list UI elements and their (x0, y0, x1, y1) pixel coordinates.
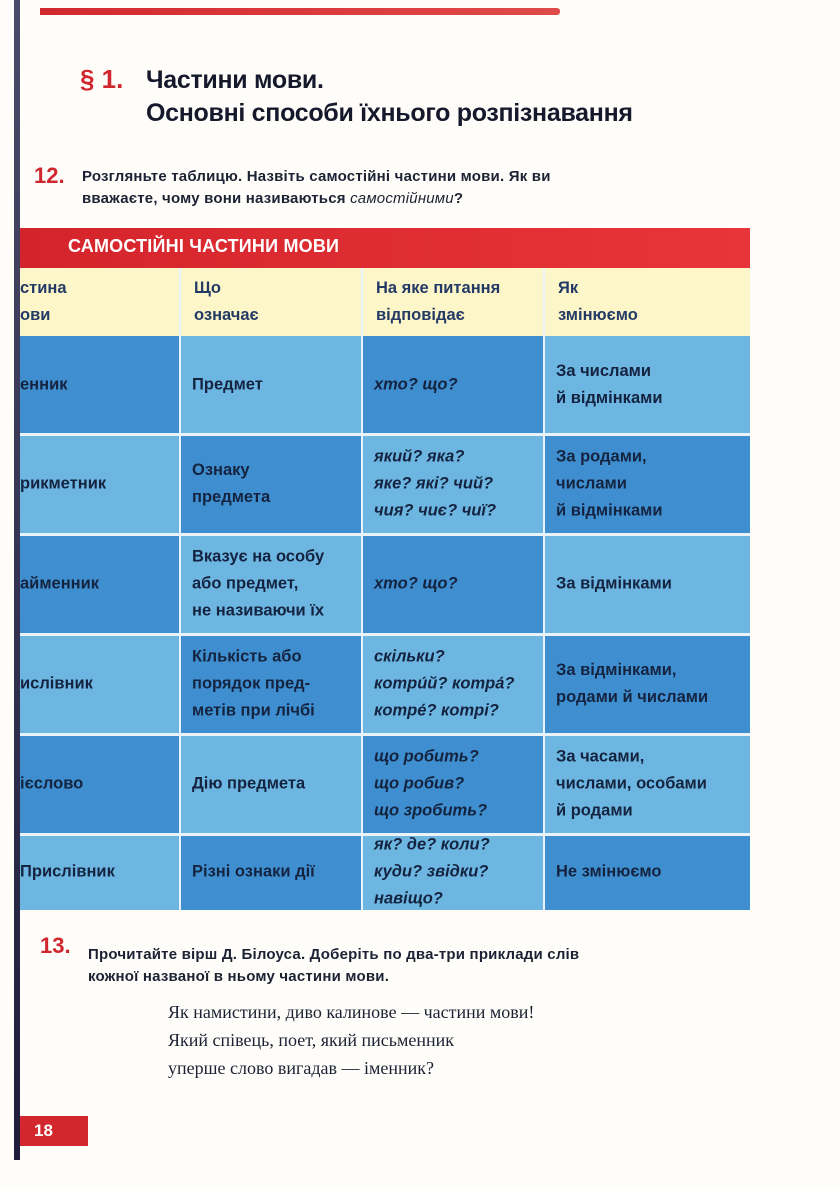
task-12-line2 (82, 188, 782, 210)
task-13-line2: кожної названої в ньому частини мови. (88, 968, 390, 985)
header-part-of-speech: стина ови (20, 279, 67, 324)
cell-part-of-speech-text: Прислівник (20, 862, 115, 881)
task-12-line2-start: вважаєте, чому вони називаються (82, 190, 351, 207)
cell-change (544, 734, 750, 834)
column-divider (361, 268, 363, 910)
cell-change (544, 534, 750, 634)
cell-change (544, 634, 750, 734)
cell-meaning (180, 434, 362, 534)
section-title (146, 64, 706, 130)
cell-question (362, 834, 544, 910)
table-title-banner (20, 228, 750, 268)
header-meaning: Що означає (194, 279, 259, 324)
cell-change-text: За часами, числами, особами й родами (556, 747, 707, 820)
top-decorative-rule (40, 8, 560, 15)
cell-change-text: За родами, числами й відмінками (556, 447, 663, 520)
row-divider (20, 433, 750, 436)
cell-part-of-speech-text: ієслово (20, 774, 84, 793)
cell-part-of-speech-text: ислівник (20, 674, 93, 693)
header-change: Як змінюємо (558, 279, 638, 324)
cell-meaning-text: Предмет (192, 375, 263, 394)
cell-question (362, 634, 544, 734)
cell-question-text: хто? що? (374, 574, 458, 593)
cell-meaning-text: Вказує на особу або предмет, не називаючи їх (192, 547, 325, 620)
task-12-italic-word: самостійними (350, 190, 454, 207)
section-number: § 1. (80, 64, 124, 94)
cell-meaning (180, 534, 362, 634)
cell-question-text: хто? що? (374, 375, 458, 394)
poem (168, 998, 768, 1082)
cell-meaning (180, 336, 362, 434)
cell-question-text: який? яка? яке? які? чий? чия? чиє? чиї? (374, 447, 497, 520)
cell-part-of-speech (20, 734, 180, 834)
cell-change (544, 434, 750, 534)
cell-meaning (180, 634, 362, 734)
cell-change-text: За відмінками, родами й числами (556, 661, 709, 706)
poem-line: Як намистини, диво калинове — частини мови! (168, 1002, 535, 1022)
cell-question (362, 336, 544, 434)
cell-part-of-speech (20, 434, 180, 534)
cell-part-of-speech-text: айменник (20, 574, 100, 593)
cell-meaning-text: Ознаку предмета (192, 461, 271, 506)
row-divider (20, 833, 750, 836)
task-13-line1: Прочитайте вірш Д. Білоуса. Доберіть по два-три приклади слів (88, 946, 580, 963)
cell-question-text: скільки? котри́й? котра́? котре́? котрі? (374, 647, 515, 720)
cell-change-text: Не змінюємо (556, 862, 662, 881)
row-divider (20, 633, 750, 636)
cell-part-of-speech (20, 834, 180, 910)
column-divider (179, 268, 181, 910)
cell-meaning-text: Дію предмета (192, 774, 306, 793)
row-divider (20, 533, 750, 536)
cell-change-text: За числами й відмінками (556, 362, 663, 407)
row-divider (20, 733, 750, 736)
column-divider (543, 268, 545, 910)
task-12-number: 12. (34, 163, 65, 188)
header-question: На яке питання відповідає (376, 279, 501, 324)
cell-question (362, 434, 544, 534)
task-13-text (88, 944, 788, 988)
cell-question-text: як? де? коли? куди? звідки? навіщо? (374, 835, 490, 908)
task-12-text (82, 166, 782, 210)
section-title-line1: Частини мови. (146, 66, 324, 94)
cell-part-of-speech-text: рикметник (20, 474, 107, 493)
cell-change (544, 834, 750, 910)
table-header-row (20, 268, 750, 336)
cell-question (362, 534, 544, 634)
section-title-line2: Основні способи їхнього розпізнавання (146, 99, 633, 127)
cell-part-of-speech (20, 634, 180, 734)
task-12-line1: Розгляньте таблицю. Назвіть самостійні частини мови. Як ви (82, 168, 551, 185)
cell-meaning-text: Кількість або порядок пред- метів при лічбі (192, 647, 315, 720)
cell-meaning (180, 734, 362, 834)
task-12-line2-end: ? (453, 190, 464, 207)
parts-of-speech-table (20, 228, 750, 910)
cell-question (362, 734, 544, 834)
page-number-badge (20, 1116, 88, 1146)
cell-meaning (180, 834, 362, 910)
poem-line: уперше слово вигадав — іменник? (168, 1058, 434, 1078)
cell-part-of-speech (20, 336, 180, 434)
cell-question-text: що робить? що робив? що зробить? (374, 747, 488, 820)
cell-change (544, 336, 750, 434)
cell-meaning-text: Різні ознаки дії (192, 862, 315, 881)
cell-part-of-speech-text: енник (20, 375, 68, 394)
poem-line: Який співець, поет, який письменник (168, 1030, 454, 1050)
page-number: 18 (34, 1121, 53, 1140)
cell-part-of-speech (20, 534, 180, 634)
table-title: САМОСТІЙНІ ЧАСТИНИ МОВИ (68, 236, 340, 256)
cell-change-text: За відмінками (556, 574, 672, 593)
task-13-number: 13. (40, 933, 71, 958)
